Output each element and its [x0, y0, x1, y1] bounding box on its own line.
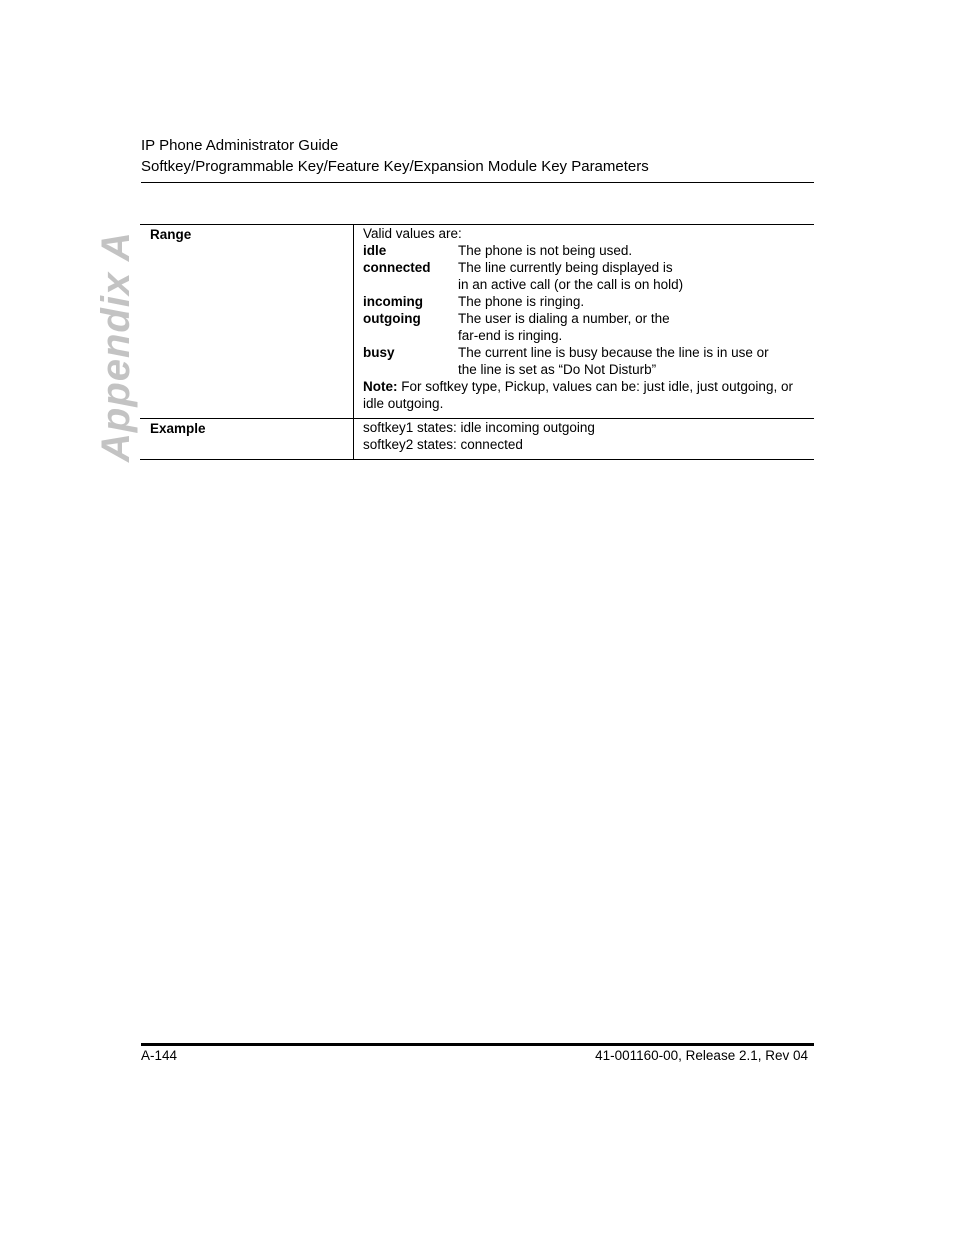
state-description [458, 242, 804, 259]
note-label: Note: [363, 379, 398, 394]
state-desc-line: The phone is ringing. [458, 294, 585, 309]
state-row-outgoing [363, 310, 804, 344]
note-text: For softkey type, Pickup, values can be: just idle, just outgoing, or idle outgoing. [363, 379, 793, 411]
state-row-connected [363, 259, 804, 293]
appendix-side-tab: Appendix A [94, 231, 138, 462]
table-row [140, 419, 814, 460]
state-desc-line: in an active call (or the call is on hold) [458, 277, 684, 292]
state-description [458, 310, 804, 344]
document-title: IP Phone Administrator Guide [141, 137, 339, 154]
parameter-table [140, 224, 814, 460]
page-number: A-144 [141, 1048, 178, 1063]
document-id: 41-001160-00, Release 2.1, Rev 04 [595, 1048, 808, 1063]
page-header [141, 135, 814, 177]
state-key: idle [363, 243, 387, 258]
section-title: Softkey/Programmable Key/Feature Key/Expansion Module Key Parameters [141, 158, 649, 175]
param-value-example [354, 419, 815, 460]
table-row [140, 225, 814, 419]
state-description [458, 293, 804, 310]
state-desc-line: the line is set as “Do Not Disturb” [458, 362, 657, 377]
param-name-range: Range [140, 225, 354, 419]
param-value-range [354, 225, 815, 419]
example-line: softkey1 states: idle incoming outgoing [363, 420, 595, 435]
state-row-idle [363, 242, 804, 259]
state-key: busy [363, 345, 395, 360]
state-desc-line: The phone is not being used. [458, 243, 633, 258]
header-divider [141, 182, 814, 183]
param-name-example: Example [140, 419, 354, 460]
state-key: outgoing [363, 311, 421, 326]
state-desc-line: The user is dialing a number, or the [458, 311, 670, 326]
footer-divider [141, 1043, 814, 1046]
range-note [363, 378, 804, 412]
state-row-busy [363, 344, 804, 378]
state-key: incoming [363, 294, 423, 309]
range-intro: Valid values are: [363, 226, 462, 241]
state-key: connected [363, 260, 431, 275]
state-description [458, 344, 804, 378]
state-description [458, 259, 804, 293]
example-line: softkey2 states: connected [363, 437, 523, 452]
state-desc-line: far-end is ringing. [458, 328, 563, 343]
state-desc-line: The line currently being displayed is [458, 260, 673, 275]
state-desc-line: The current line is busy because the line is in use or [458, 345, 769, 360]
state-row-incoming [363, 293, 804, 310]
